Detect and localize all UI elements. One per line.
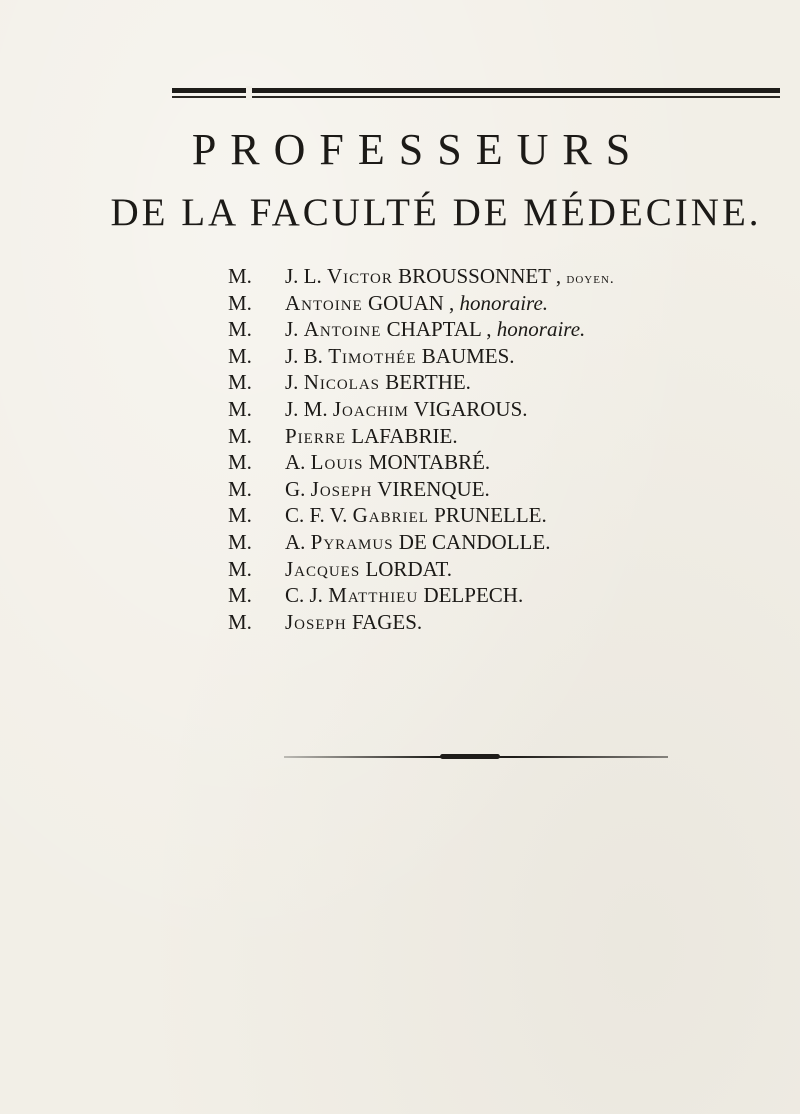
surname: GOUAN [367,290,444,315]
initials: J. L. [285,264,322,288]
top-rule-thin [172,96,780,98]
surname: BROUSSONNET [398,264,551,288]
professor-entry [228,609,768,636]
given-name: Nicolas [303,370,381,395]
separator: , [555,264,562,288]
top-rule-thick [172,88,780,93]
surname: DELPECH. [423,583,524,608]
professor-entry [228,263,768,290]
page-subtitle: DE LA FACULTÉ DE MÉDECINE. [110,191,762,234]
given-name: Joseph [285,609,347,634]
title-prefix: M. [228,476,252,501]
title-prefix: M. [228,503,252,528]
initials: C. J. [285,583,323,608]
given-name: Pierre [285,423,347,448]
given-name: Louis [310,450,364,475]
title-prefix: M. [228,343,252,368]
professor-entry [228,556,768,583]
surname: BAUMES. [421,343,515,368]
separator: , [486,317,492,342]
title-prefix: M. [228,264,252,288]
given-name: Victor [327,264,393,288]
surname: DE CANDOLLE. [398,529,551,554]
given-name: Gabriel [352,503,429,528]
title-prefix: M. [228,450,252,475]
given-name: Antoine [285,290,363,315]
professor-entry [228,396,768,423]
professor-entry [228,502,768,529]
professor-entry [228,449,768,476]
role-note: honoraire. [496,317,586,342]
initials: G. [285,476,306,501]
professor-entry [228,423,768,450]
initials: C. F. V. [285,503,348,528]
professor-list [228,263,768,635]
given-name: Joachim [332,396,409,421]
given-name: Joseph [310,476,373,501]
title-prefix: M. [228,317,252,342]
top-rule-break [246,86,252,100]
professor-entry [228,343,768,370]
initials: A. [285,450,306,475]
surname: VIGAROUS. [413,396,528,421]
role-note: honoraire. [459,290,549,315]
title-prefix: M. [228,290,252,315]
professor-entry [228,316,768,343]
given-name: Antoine [303,317,382,342]
surname: LAFABRIE. [351,423,458,448]
professor-entry [228,369,768,396]
surname: PRUNELLE. [434,503,547,528]
title-prefix: M. [228,370,252,395]
professor-entry [228,476,768,503]
surname: MONTABRÉ. [368,450,491,475]
page-title: PROFESSEURS [191,125,645,174]
title-prefix: M. [228,529,252,554]
title-prefix: M. [228,583,252,608]
initials: J. [285,370,299,395]
surname: CHAPTAL [386,317,482,342]
initials: A. [285,529,306,554]
surname: LORDAT. [365,556,452,581]
initials: J. B. [285,343,323,368]
title-prefix: M. [228,423,252,448]
given-name: Timothée [328,343,417,368]
initials: J. M. [285,396,328,421]
separator: , [449,290,455,315]
professor-entry [228,529,768,556]
title-prefix: M. [228,556,252,581]
initials: J. [285,317,299,342]
surname: FAGES. [351,609,423,634]
title-prefix: M. [228,396,252,421]
given-name: Pyramus [310,529,394,554]
given-name: Jacques [285,556,361,581]
bottom-rule-ornament [440,754,500,759]
professor-entry [228,582,768,609]
title-prefix: M. [228,609,252,634]
role-note: doyen. [566,271,615,287]
surname: BERTHE. [385,370,471,395]
surname: VIRENQUE. [377,476,490,501]
professor-entry [228,290,768,317]
given-name: Matthieu [328,583,419,608]
